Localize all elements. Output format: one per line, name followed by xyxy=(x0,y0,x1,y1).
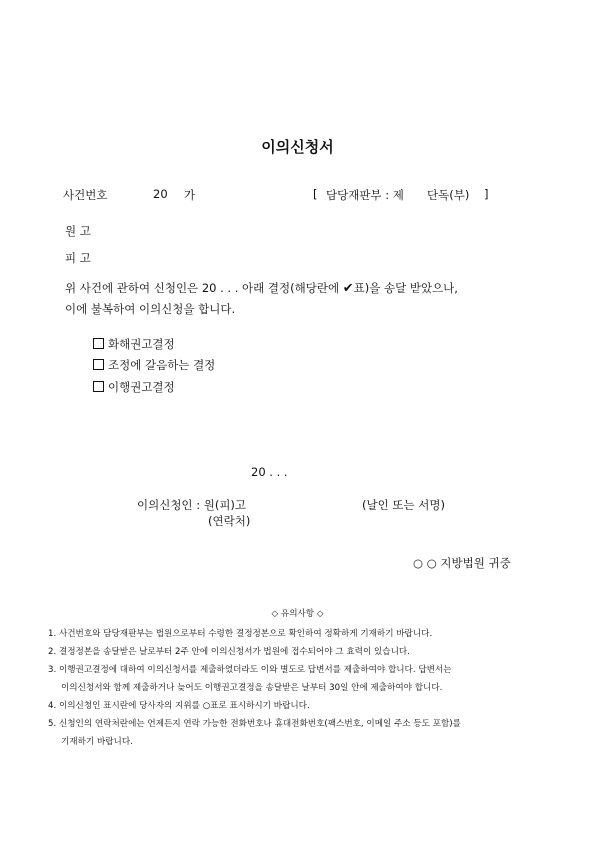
note-item xyxy=(48,645,410,657)
note-item xyxy=(48,717,461,729)
defendant-label: 피 고 xyxy=(65,251,91,265)
note-text: 결정정본을 송달받은 날로부터 2주 안에 이의신청서가 법원에 접수되어야 그 효력이 있습니다. xyxy=(58,647,410,657)
note-continuation: 이의신청서와 함께 제출하거나 늦어도 이행권고결정을 송달받은 날부터 30일 안에 제출하여야 합니다. xyxy=(61,683,443,693)
page-title: 이의신청서 xyxy=(261,138,334,156)
option-performance xyxy=(93,379,175,395)
applicant-label: 이의신청인 : 원(피)고 xyxy=(137,498,247,512)
note-number: 1. xyxy=(48,629,57,639)
option-checkbox[interactable] xyxy=(93,381,104,392)
note-number: 3. xyxy=(48,665,57,675)
option-checkbox[interactable] xyxy=(93,359,104,370)
contact-label: (연락처) xyxy=(208,514,251,528)
body-line-1-end: 표)을 송달 받았으나, xyxy=(353,281,458,295)
note-item xyxy=(48,627,432,639)
option-mediation xyxy=(93,357,215,373)
note-text: 이행권고결정에 대하여 이의신청서를 제출하였더라도 이와 별도로 답변서를 제출하여야 합니다. 답변서는 xyxy=(58,665,452,675)
checkmark-icon: ✔ xyxy=(342,281,354,296)
body-line-2: 이에 불복하여 이의신청을 합니다. xyxy=(65,302,236,316)
note-number: 5. xyxy=(48,719,57,729)
case-number-label: 사건번호 xyxy=(63,188,108,202)
note-item xyxy=(48,699,310,711)
note-text: 이의신청인 표시란에 당사자의 지위를 ○표로 표시하시기 바랍니다. xyxy=(58,701,310,711)
court-name: ○ ○ 지방법원 귀중 xyxy=(413,556,511,570)
case-type-ga: 가 xyxy=(184,188,196,202)
note-text: 사건번호와 담당재판부는 법원으로부터 수령한 결정정본으로 확인하여 정확하게 기재하기 바랍니다. xyxy=(58,629,433,639)
notes-header: ◇ 유의사항 ◇ xyxy=(271,609,324,619)
plaintiff-label: 원 고 xyxy=(65,224,91,238)
case-year-prefix: 20 xyxy=(153,187,168,201)
bracket-open: [ xyxy=(313,187,318,201)
note-continuation: 기재하기 바랍니다. xyxy=(61,737,133,747)
note-text: 신청인의 연락처란에는 언제든지 연락 가능한 전화번호나 휴대전화번호(팩스번호, 이메일 주소 등도 포함)를 xyxy=(58,719,461,729)
note-number: 4. xyxy=(48,701,57,711)
option-label: 이행권고결정 xyxy=(108,380,175,394)
option-conciliation xyxy=(93,336,175,352)
date-line: 20 . . . xyxy=(251,465,288,479)
note-item xyxy=(48,663,452,675)
seal-or-signature: (날인 또는 서명) xyxy=(362,498,445,512)
note-number: 2. xyxy=(48,647,57,657)
option-label: 조정에 갈음하는 결정 xyxy=(108,358,216,372)
body-line-1-start: 위 사건에 관하여 신청인은 20 . . . 아래 결정(해당란에 xyxy=(65,281,340,295)
body-line-1 xyxy=(65,280,458,296)
bracket-close: ] xyxy=(484,187,489,201)
option-label: 화해권고결정 xyxy=(108,337,175,351)
division-label: 담당재판부 : 제 xyxy=(326,188,404,202)
option-checkbox[interactable] xyxy=(93,338,104,349)
division-type: 단독(부) xyxy=(427,188,470,202)
